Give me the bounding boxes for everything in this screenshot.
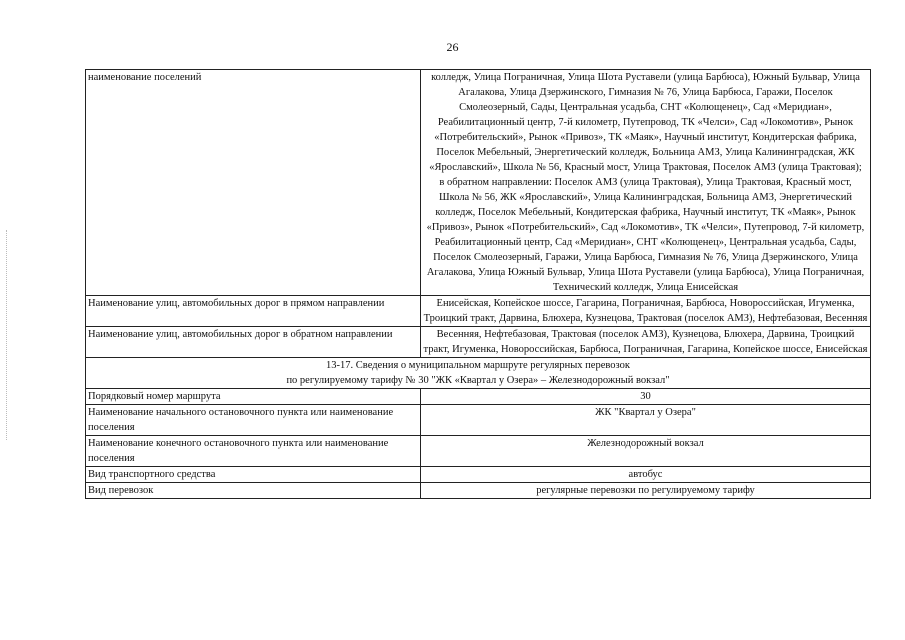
- section-header-row: [86, 358, 871, 389]
- stops-forward-text: колледж, Улица Пограничная, Улица Шота Руставели (улица Барбюса), Южный Бульвар, Улица Агалакова, Улица Дзержинского, Гимназия № 76, Улица Барбюса, Гаражи, Поселок Смолеозерный, Сады, Центральная усадьба, СНТ «Колющенец», Сад «Меридиан», Реабилитационный центр, 7-й километр, Путепровод, ТК «Челси», Сад «Локомотив», Рынок «Потребительский», Рынок «Привоз», ТК «Маяк», Научный институт, Кондитерская фабрика, Поселок Мебельный, Энергетический колледж, Больница АМЗ, Улица Калининградская, ЖК «Ярославский», Школа № 56, Красный мост, Улица Трактовая, Поселок АМЗ (улица Трактовая);: [429, 72, 862, 173]
- table-row: [86, 296, 871, 327]
- section-header-line: по регулируемому тарифу № 30 "ЖК «Квартал у Озера» – Железнодорожный вокзал": [286, 375, 670, 386]
- row-label: Наименование конечного остановочного пункта или наименование поселения: [86, 436, 421, 467]
- stops-reverse-text: в обратном направлении: Поселок АМЗ (улица Трактовая), Улица Трактовая, Красный мост, Школа № 56, ЖК «Ярославский», Улица Калининградская, Больница АМЗ, Энергетический колледж, Поселок Мебельный, Кондитерская фабрика, Научный институт, ТК «Маяк», Рынок «Привоз», Рынок «Потребительский», Сад «Локомотив», ТК «Челси», Путепровод, 7-й километр, Реабилитационный центр, Сад «Меридиан», СНТ «Колющенец», Центральная усадьба, Сады, Поселок Смолеозерный, Гаражи, Улица Барбюса, Гимназия № 76, Улица Дзержинского, Улица Агалакова, Улица Южный Бульвар, Улица Шота Руставели (улица Барбюса), Улица Пограничная, Технический колледж, Улица Енисейская: [426, 177, 865, 293]
- table-row: [86, 327, 871, 358]
- table-row: [86, 389, 871, 405]
- row-label: Порядковый номер маршрута: [86, 389, 421, 405]
- scan-edge-mark: [6, 230, 8, 440]
- page-number: 26: [446, 40, 459, 54]
- table-row: [86, 467, 871, 483]
- row-value: Енисейская, Копейское шоссе, Гагарина, Пограничная, Барбюса, Новороссийская, Игуменка, Троицкий тракт, Дарвина, Блюхера, Кузнецова, Трактовая (поселок АМЗ), Нефтебазовая, Весенняя: [421, 296, 871, 327]
- row-label: Вид транспортного средства: [86, 467, 421, 483]
- table-row: [86, 436, 871, 467]
- row-label: Наименование начального остановочного пункта или наименование поселения: [86, 405, 421, 436]
- section-header-line: 13-17. Сведения о муниципальном маршруте регулярных перевозок: [326, 360, 630, 371]
- row-value: Железнодорожный вокзал: [421, 436, 871, 467]
- row-value: [421, 70, 871, 296]
- row-value: 30: [421, 389, 871, 405]
- section-header: [86, 358, 871, 389]
- row-label: Наименование улиц, автомобильных дорог в прямом направлении: [86, 296, 421, 327]
- row-label: Вид перевозок: [86, 483, 421, 499]
- row-value: автобус: [421, 467, 871, 483]
- table-row: [86, 70, 871, 296]
- table-row: [86, 405, 871, 436]
- row-label: Наименование улиц, автомобильных дорог в обратном направлении: [86, 327, 421, 358]
- row-value: ЖК "Квартал у Озера": [421, 405, 871, 436]
- table-row: [86, 483, 871, 499]
- route-info-table: [85, 69, 871, 499]
- row-label: наименование поселений: [86, 70, 421, 296]
- row-value: Весенняя, Нефтебазовая, Трактовая (поселок АМЗ), Кузнецова, Блюхера, Дарвина, Троицкий тракт, Игуменка, Новороссийская, Барбюса, Пограничная, Гагарина, Копейское шоссе, Енисейская: [421, 327, 871, 358]
- row-value: регулярные перевозки по регулируемому тарифу: [421, 483, 871, 499]
